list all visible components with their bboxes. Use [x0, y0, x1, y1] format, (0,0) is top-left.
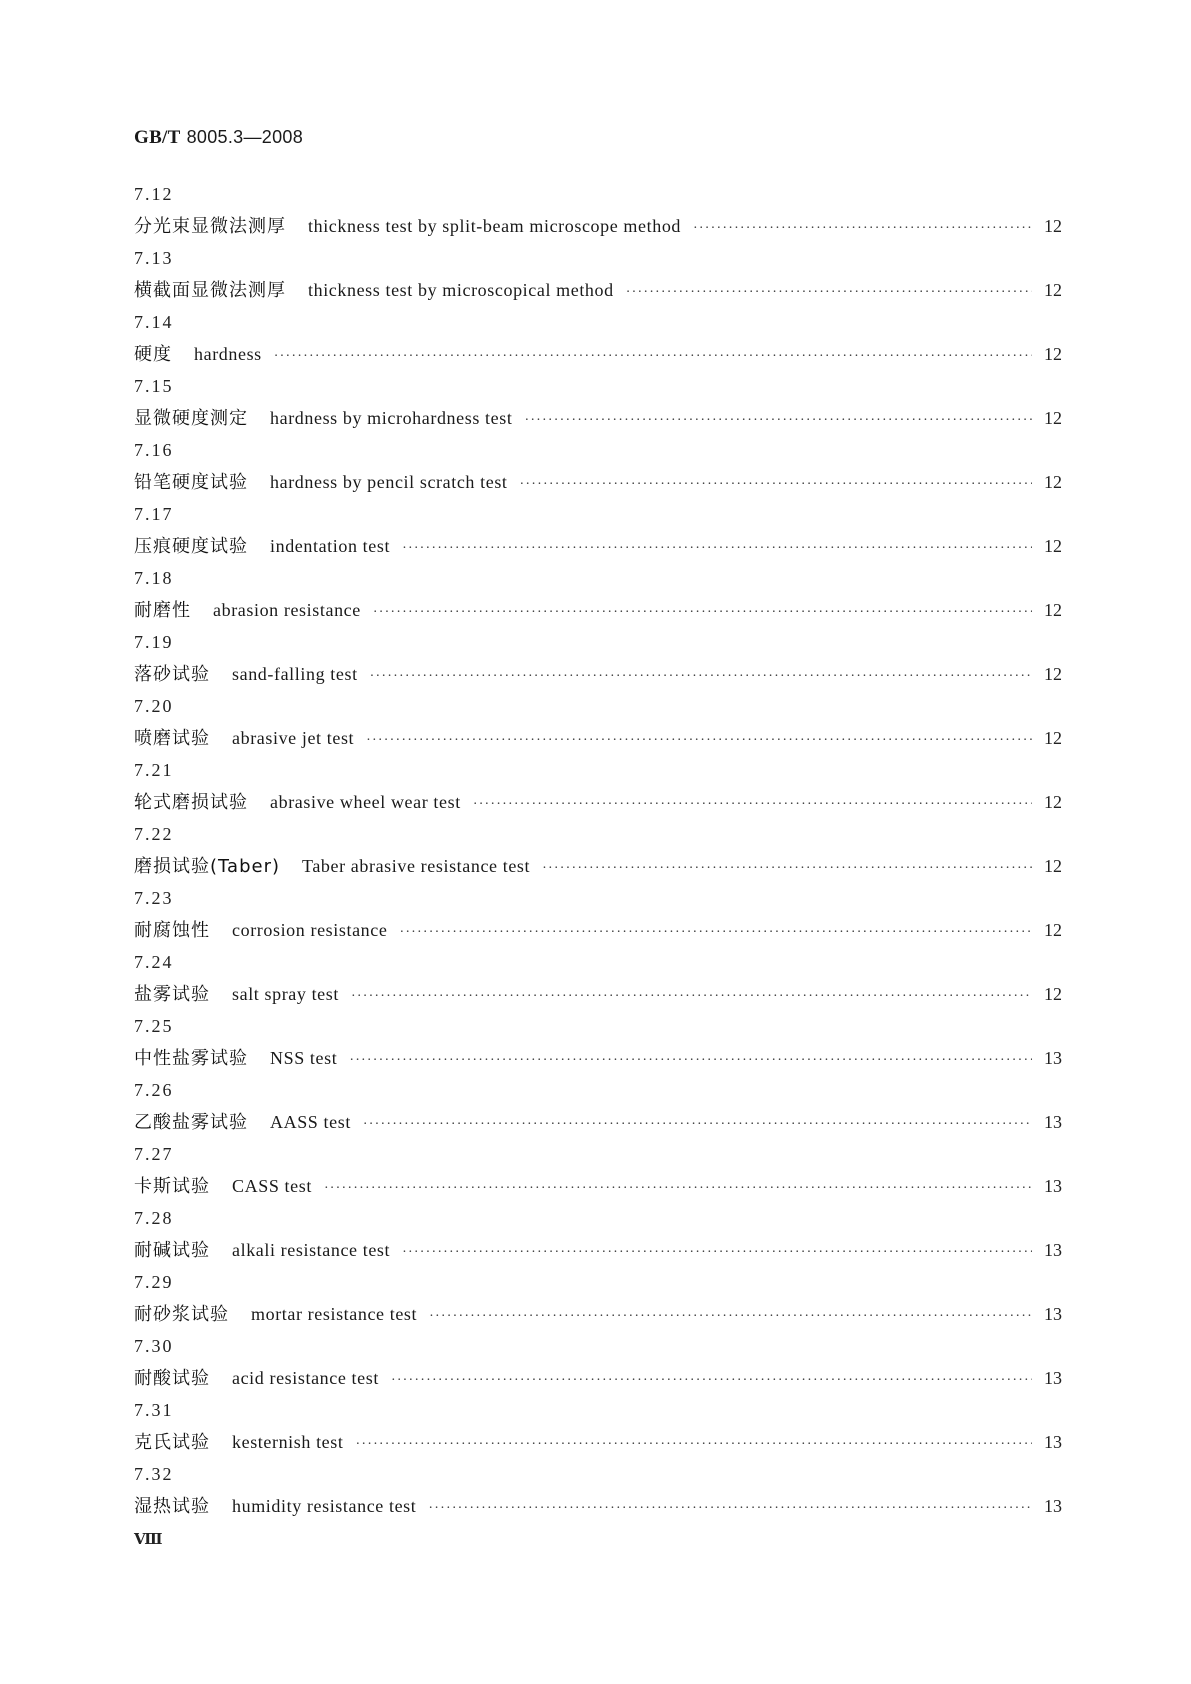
- term-entry: [134, 1010, 1062, 1074]
- term-entry: [134, 882, 1062, 946]
- dot-leader: [402, 1237, 1032, 1269]
- term-entry: [134, 306, 1062, 370]
- page-number: 12: [1044, 280, 1062, 300]
- term-number: 7.17: [134, 504, 174, 524]
- term-chinese: 铅笔硬度试验: [134, 472, 248, 493]
- term-line[interactable]: [134, 1490, 1062, 1522]
- term-line[interactable]: [134, 274, 1062, 306]
- term-number: 7.24: [134, 952, 174, 972]
- term-number: 7.15: [134, 376, 174, 396]
- term-chinese: 压痕硬度试验: [134, 536, 248, 557]
- term-line[interactable]: [134, 658, 1062, 690]
- page-number: 12: [1044, 408, 1062, 428]
- term-line[interactable]: [134, 978, 1062, 1010]
- term-english: abrasive jet test: [232, 728, 355, 748]
- term-english: humidity resistance test: [232, 1496, 417, 1516]
- term-chinese: 中性盐雾试验: [134, 1048, 248, 1069]
- dot-leader: [473, 789, 1032, 821]
- term-chinese: 卡斯试验: [134, 1176, 210, 1197]
- term-line[interactable]: [134, 402, 1062, 434]
- term-number: 7.27: [134, 1144, 174, 1164]
- term-english: corrosion resistance: [232, 920, 388, 940]
- term-number: 7.30: [134, 1336, 174, 1356]
- term-entry: [134, 1330, 1062, 1394]
- term-entry: [134, 242, 1062, 306]
- term-chinese: 耐磨性: [134, 600, 191, 621]
- term-english: abrasion resistance: [213, 600, 361, 620]
- term-chinese: 耐砂浆试验: [134, 1304, 229, 1325]
- term-entry: [134, 1202, 1062, 1266]
- page-number: 12: [1044, 984, 1062, 1004]
- term-entry: [134, 946, 1062, 1010]
- term-number: 7.16: [134, 440, 174, 460]
- term-chinese: 耐腐蚀性: [134, 920, 210, 941]
- term-number: 7.12: [134, 184, 174, 204]
- term-number: 7.20: [134, 696, 174, 716]
- term-number: 7.28: [134, 1208, 174, 1228]
- document-header: [134, 127, 303, 149]
- dot-leader: [693, 213, 1032, 245]
- term-line[interactable]: [134, 338, 1062, 370]
- term-number: 7.18: [134, 568, 174, 588]
- term-line[interactable]: [134, 914, 1062, 946]
- dot-leader: [373, 597, 1032, 629]
- term-english: acid resistance test: [232, 1368, 379, 1388]
- page-number: 12: [1044, 472, 1062, 492]
- term-chinese: 耐酸试验: [134, 1368, 210, 1389]
- dot-leader: [324, 1173, 1032, 1205]
- page-number: 12: [1044, 856, 1062, 876]
- term-entry: [134, 626, 1062, 690]
- page-number: 12: [1044, 792, 1062, 812]
- term-number: 7.29: [134, 1272, 174, 1292]
- term-entry: [134, 370, 1062, 434]
- term-entry: [134, 1138, 1062, 1202]
- term-line[interactable]: [134, 530, 1062, 562]
- term-chinese: 分光束显微法测厚: [134, 216, 286, 237]
- term-entry: [134, 1394, 1062, 1458]
- standard-prefix: GB/T: [134, 127, 181, 148]
- page-number: 12: [1044, 344, 1062, 364]
- term-chinese: 乙酸盐雾试验: [134, 1112, 248, 1133]
- term-english: indentation test: [270, 536, 391, 556]
- term-index-list: [134, 178, 1062, 1522]
- page-number: 13: [1044, 1176, 1062, 1196]
- dot-leader: [402, 533, 1032, 565]
- page-number: 13: [1044, 1496, 1062, 1516]
- term-chinese: 横截面显微法测厚: [134, 280, 286, 301]
- page-number: 13: [1044, 1368, 1062, 1388]
- dot-leader: [399, 917, 1032, 949]
- dot-leader: [428, 1493, 1032, 1525]
- term-english: mortar resistance test: [251, 1304, 418, 1324]
- page-number: 12: [1044, 664, 1062, 684]
- dot-leader: [524, 405, 1032, 437]
- page-number: 13: [1044, 1304, 1062, 1324]
- term-entry: [134, 562, 1062, 626]
- term-line[interactable]: [134, 210, 1062, 242]
- term-entry: [134, 690, 1062, 754]
- page-number: 12: [1044, 728, 1062, 748]
- term-chinese: 轮式磨损试验: [134, 792, 248, 813]
- term-english: NSS test: [270, 1048, 338, 1068]
- term-entry: [134, 1074, 1062, 1138]
- page-folio: Ⅷ: [134, 1532, 163, 1548]
- term-number: 7.13: [134, 248, 174, 268]
- dot-leader: [274, 341, 1032, 373]
- dot-leader: [366, 725, 1032, 757]
- term-entry: [134, 1266, 1062, 1330]
- dot-leader: [351, 981, 1032, 1013]
- dot-leader: [355, 1429, 1032, 1461]
- term-chinese: 显微硬度测定: [134, 408, 248, 429]
- dot-leader: [363, 1109, 1032, 1141]
- term-line[interactable]: [134, 1106, 1062, 1138]
- page-number: 12: [1044, 536, 1062, 556]
- term-english: sand-falling test: [232, 664, 358, 684]
- dot-leader: [370, 661, 1032, 693]
- page-number: 13: [1044, 1240, 1062, 1260]
- term-number: 7.25: [134, 1016, 174, 1036]
- term-number: 7.26: [134, 1080, 174, 1100]
- term-english: hardness: [194, 344, 262, 364]
- term-entry: [134, 1458, 1062, 1522]
- term-number: 7.14: [134, 312, 174, 332]
- term-chinese: 硬度: [134, 344, 172, 365]
- dot-leader: [626, 277, 1032, 309]
- page-number: 12: [1044, 920, 1062, 940]
- term-entry: [134, 754, 1062, 818]
- term-number: 7.21: [134, 760, 174, 780]
- term-english: AASS test: [270, 1112, 351, 1132]
- term-english: hardness by microhardness test: [270, 408, 513, 428]
- term-entry: [134, 178, 1062, 242]
- term-number: 7.23: [134, 888, 174, 908]
- standard-number: 8005.3—2008: [186, 127, 304, 147]
- term-line[interactable]: [134, 466, 1062, 498]
- term-line[interactable]: [134, 1234, 1062, 1266]
- term-number: 7.31: [134, 1400, 174, 1420]
- term-entry: [134, 434, 1062, 498]
- dot-leader: [391, 1365, 1032, 1397]
- term-entry: [134, 498, 1062, 562]
- term-chinese: 磨损试验(Taber): [134, 856, 280, 877]
- term-line[interactable]: [134, 786, 1062, 818]
- term-chinese: 喷磨试验: [134, 728, 210, 749]
- term-line[interactable]: [134, 1042, 1062, 1074]
- dot-leader: [520, 469, 1032, 501]
- term-english: hardness by pencil scratch test: [270, 472, 508, 492]
- term-chinese: 落砂试验: [134, 664, 210, 685]
- dot-leader: [349, 1045, 1032, 1077]
- term-english: CASS test: [232, 1176, 312, 1196]
- term-english: salt spray test: [232, 984, 339, 1004]
- term-english: thickness test by split-beam microscope method: [308, 216, 682, 236]
- term-english: Taber abrasive resistance test: [302, 856, 531, 876]
- term-line[interactable]: [134, 1426, 1062, 1458]
- term-number: 7.22: [134, 824, 174, 844]
- term-english: abrasive wheel wear test: [270, 792, 461, 812]
- page-number: 13: [1044, 1112, 1062, 1132]
- term-number: 7.32: [134, 1464, 174, 1484]
- term-line[interactable]: [134, 850, 1062, 882]
- term-line[interactable]: [134, 1298, 1062, 1330]
- term-chinese: 克氏试验: [134, 1432, 210, 1453]
- term-english: kesternish test: [232, 1432, 344, 1452]
- term-english: thickness test by microscopical method: [308, 280, 614, 300]
- term-entry: [134, 818, 1062, 882]
- term-chinese: 耐碱试验: [134, 1240, 210, 1261]
- page-number: 13: [1044, 1048, 1062, 1068]
- term-line[interactable]: [134, 1362, 1062, 1394]
- dot-leader: [542, 853, 1032, 885]
- term-line[interactable]: [134, 722, 1062, 754]
- term-chinese: 盐雾试验: [134, 984, 210, 1005]
- page-number: 12: [1044, 600, 1062, 620]
- page-number: 12: [1044, 216, 1062, 236]
- term-line[interactable]: [134, 594, 1062, 626]
- term-number: 7.19: [134, 632, 174, 652]
- dot-leader: [429, 1301, 1032, 1333]
- page-number: 13: [1044, 1432, 1062, 1452]
- term-line[interactable]: [134, 1170, 1062, 1202]
- term-english: alkali resistance test: [232, 1240, 391, 1260]
- term-chinese: 湿热试验: [134, 1496, 210, 1517]
